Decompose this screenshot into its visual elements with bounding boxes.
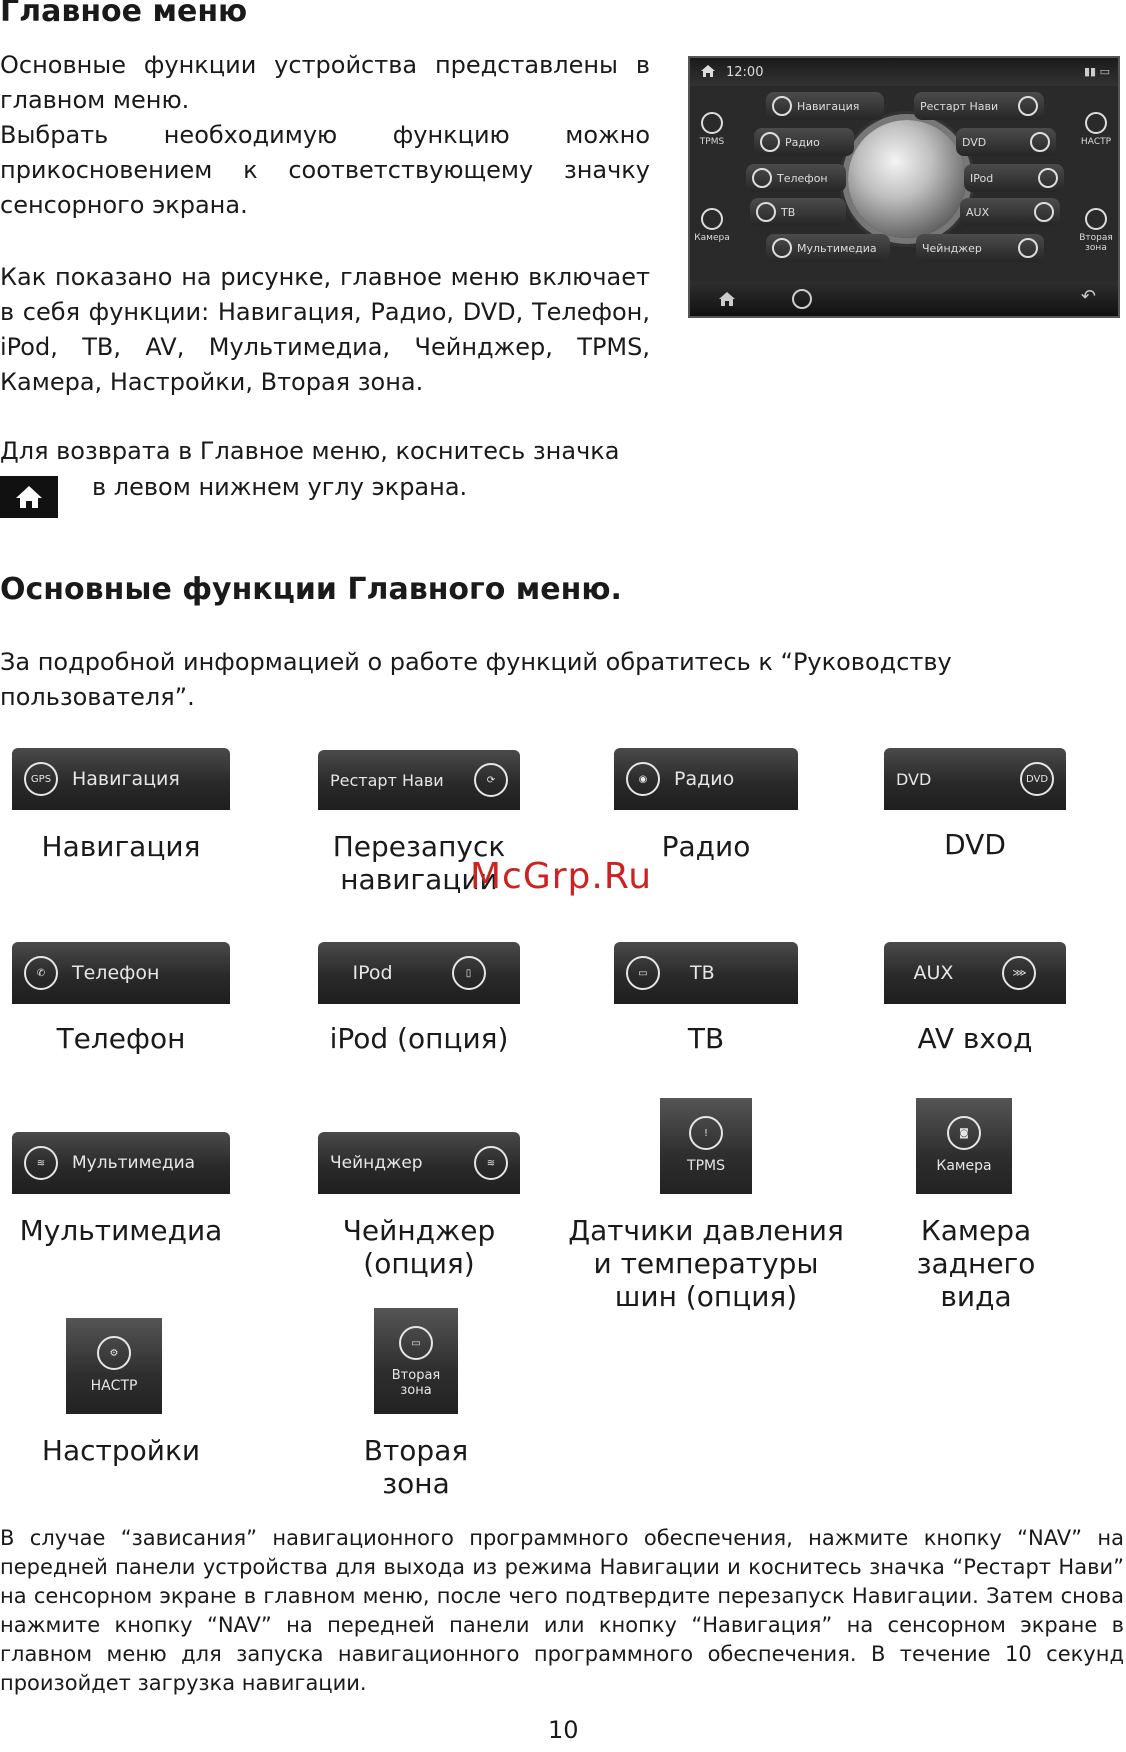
label: Радио [785, 135, 820, 149]
caption-ipod: iPod (опция) [329, 1022, 509, 1055]
label: AUX [913, 962, 954, 984]
multimedia-icon [772, 238, 792, 258]
intro-text-2: Выбрать необходимую функцию можно прикосновением к соответствующему значку сенсорного экрана. [0, 121, 650, 219]
label: Вторая зона [391, 1368, 441, 1398]
back-icon[interactable]: ↶ [1080, 286, 1096, 307]
tpms-icon: ! [689, 1116, 723, 1150]
device-phone-button[interactable] [746, 164, 846, 192]
caption-settings: Настройки [41, 1434, 201, 1467]
caption-second-zone: Вторая зона [363, 1434, 469, 1500]
globe-icon [848, 120, 966, 238]
dvd-icon [1030, 132, 1050, 152]
clock: 12:00 [726, 65, 764, 80]
device-aux-button[interactable] [960, 198, 1060, 226]
label: ТВ [781, 205, 796, 219]
ipod-icon: ▯ [452, 956, 486, 990]
radio-button-image [614, 748, 798, 810]
page-number: 10 [548, 1716, 579, 1744]
multimedia-button-image [12, 1132, 230, 1194]
device-camera-button[interactable] [690, 208, 734, 243]
label: DVD [962, 135, 987, 149]
device-multimedia-button[interactable] [766, 234, 890, 262]
label: TPMS [687, 1158, 725, 1174]
caption-tpms: Датчики давления и температуры шин (опция) [568, 1214, 844, 1313]
nav-button-image [12, 748, 230, 810]
navigation-icon[interactable] [792, 289, 812, 309]
intro-paragraph-3: Для возврата в Главное меню, коснитесь значка [0, 437, 620, 465]
label: Мультимедиа [797, 241, 877, 255]
gear-icon: ⚙ [97, 1336, 131, 1370]
tpms-button-image [660, 1098, 752, 1194]
section-description: За подробной информацией о работе функций обратитесь к “Руководству пользователя”. [0, 648, 952, 711]
home-icon [700, 63, 716, 82]
tv-icon: ▭ [626, 956, 660, 990]
phone-icon: ✆ [24, 956, 58, 990]
caption-restart-navigation: Перезапуск навигации [332, 830, 506, 896]
caption-phone: Телефон [56, 1022, 186, 1055]
page-title: Главное меню [0, 0, 248, 29]
changer-icon [1018, 238, 1038, 258]
signal-battery-icon: ▮▮ ▭ [1084, 65, 1110, 78]
caption-tv: ТВ [687, 1022, 725, 1055]
device-tpms-button[interactable] [690, 112, 734, 147]
home-icon [0, 476, 58, 518]
label: Рестарт Нави [920, 99, 999, 113]
caption-changer: Чейнджер (опция) [342, 1214, 496, 1280]
intro-paragraph-2: Как показано на рисунке, главное меню включает в себя функции: Навигация, Радио, DVD, Телефон, iPod, ТВ, AV, Мультимедиа, Чейнджер, TPMS, Камера, Настройки, Вторая зона. [0, 263, 650, 396]
caption-av-input: AV вход [917, 1022, 1033, 1055]
label: IPod [970, 171, 994, 185]
label: Радио [674, 768, 735, 790]
device-nav-button[interactable] [766, 92, 884, 120]
caption-radio: Радио [661, 830, 751, 863]
changer-icon: ≋ [474, 1146, 508, 1180]
dvd-button-image [884, 748, 1066, 810]
label: Чейнджер [330, 1153, 423, 1173]
label: Мультимедиа [72, 1153, 196, 1173]
caption-navigation: Навигация [41, 830, 201, 863]
label: ТВ [690, 962, 715, 984]
aux-icon [1034, 202, 1054, 222]
label: Навигация [72, 768, 180, 790]
label: Чейнджер [922, 241, 982, 255]
zone-icon [1085, 208, 1107, 230]
gps-icon: GPS [24, 762, 58, 796]
device-changer-button[interactable] [916, 234, 1044, 262]
caption-rear-camera: Камера заднего вида [916, 1214, 1036, 1313]
device-radio-button[interactable] [754, 128, 854, 156]
label: Навигация [797, 99, 860, 113]
watermark: McGrp.Ru [470, 856, 653, 897]
ipod-button-image [318, 942, 520, 1004]
label: Камера [694, 233, 730, 243]
label: IPod [352, 962, 393, 984]
tv-icon [756, 202, 776, 222]
zone-icon: ▭ [399, 1326, 433, 1360]
device-restart-button[interactable] [914, 92, 1044, 120]
tv-button-image [614, 942, 798, 1004]
settings-button-image [66, 1318, 162, 1414]
changer-button-image [318, 1132, 520, 1194]
label: Телефон [777, 171, 828, 185]
section-title: Основные функции Главного меню. [0, 572, 622, 607]
label: DVD [896, 769, 932, 789]
device-tv-button[interactable] [750, 198, 846, 226]
gear-icon [1085, 112, 1107, 134]
camera-button-image [916, 1098, 1012, 1194]
device-dvd-button[interactable] [956, 128, 1056, 156]
device-zone-button[interactable] [1074, 208, 1118, 253]
device-settings-button[interactable] [1074, 112, 1118, 147]
label: Рестарт Нави [330, 770, 444, 790]
label: Камера [936, 1158, 992, 1174]
radio-icon [760, 132, 780, 152]
ipod-icon [1038, 168, 1058, 188]
camera-icon: ◙ [947, 1116, 981, 1150]
restart-icon: ⟳ [474, 763, 508, 797]
home-caption: в левом нижнем углу экрана. [92, 473, 468, 501]
dvd-icon: DVD [1020, 762, 1054, 796]
label: AUX [966, 205, 990, 219]
caption-multimedia: Мультимедиа [19, 1214, 223, 1247]
restart-icon [1018, 96, 1038, 116]
camera-icon [701, 208, 723, 230]
zone-button-image [374, 1308, 458, 1414]
aux-button-image [884, 942, 1066, 1004]
device-screen [688, 56, 1120, 318]
restart-button-image [318, 750, 520, 810]
status-bar [690, 58, 1118, 86]
intro-paragraph-1 [0, 48, 650, 223]
radio-icon: ◉ [626, 762, 660, 796]
footer-note: В случае “зависания” навигационного программного обеспечения, нажмите кнопку “NAV” на передней панели устройства для выхода из режима Навигации и коснитесь значка “Рестарт Нави” на сенсорном экране в главном меню, после чего подтвердите перезапуск Навигации. Затем снова нажмите кнопку “NAV” на передней панели или кнопку “Навигация” на сенсорном экране в главном меню для запуска навигационного программного обеспечения. В течение 10 секунд произойдет загрузка навигации. [0, 1526, 1124, 1695]
phone-button-image [12, 942, 230, 1004]
tpms-icon [701, 112, 723, 134]
label: Вторая зона [1079, 233, 1113, 253]
aux-icon: ⋙ [1002, 956, 1036, 990]
label: Телефон [72, 962, 160, 984]
label: НАСТР [90, 1378, 138, 1394]
phone-icon [752, 168, 772, 188]
bottom-bar [690, 282, 1118, 316]
gps-icon [772, 96, 792, 116]
intro-text-1: Основные функции устройства представлены в главном меню. [0, 51, 650, 114]
caption-dvd: DVD [944, 828, 1006, 861]
label: TPMS [699, 137, 725, 147]
home-icon[interactable] [718, 291, 736, 311]
device-ipod-button[interactable] [964, 164, 1064, 192]
label: НАСТР [1080, 137, 1112, 147]
multimedia-icon: ≋ [24, 1146, 58, 1180]
